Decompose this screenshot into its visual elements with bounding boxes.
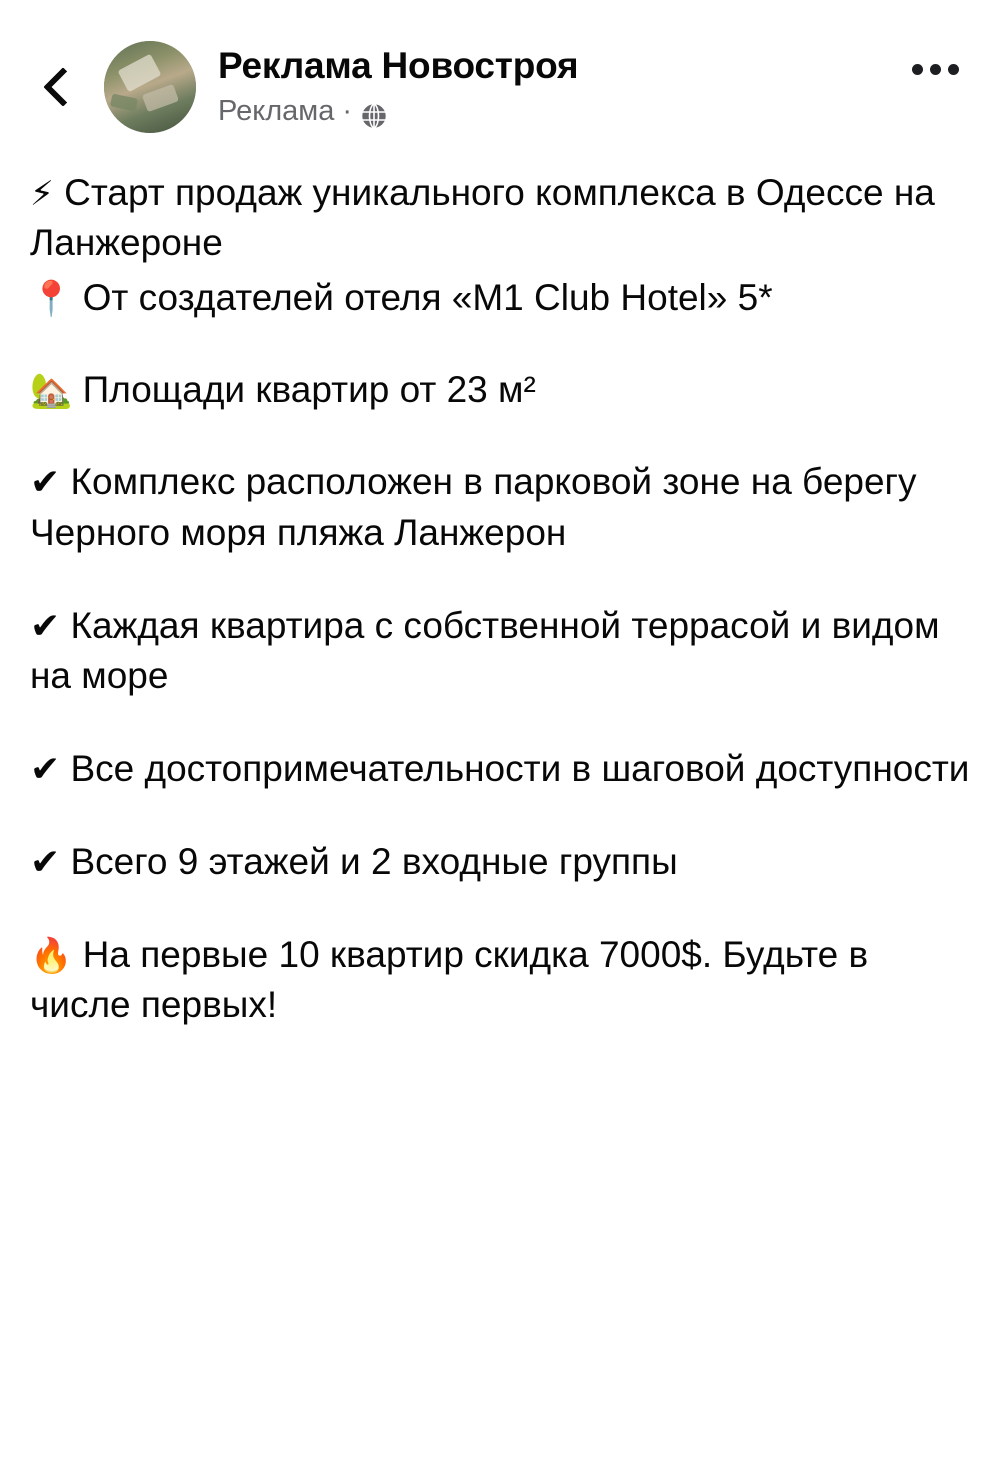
post-paragraph bbox=[30, 457, 970, 558]
checkmark-icon: ✔ bbox=[30, 841, 61, 883]
post-paragraph bbox=[30, 837, 970, 888]
ellipsis-dot-3 bbox=[948, 64, 959, 75]
post-paragraph bbox=[30, 930, 970, 1031]
post-meta bbox=[218, 96, 900, 128]
checkmark-icon: ✔ bbox=[30, 605, 61, 647]
post-body bbox=[0, 150, 1000, 1030]
post-paragraph bbox=[30, 168, 970, 269]
post-paragraph-text: Все достопримечательности в шаговой доступности bbox=[70, 747, 970, 789]
more-options-button[interactable] bbox=[900, 50, 970, 124]
back-button[interactable] bbox=[30, 58, 88, 116]
post-paragraph-text: Каждая квартира с собственной террасой и видом на море bbox=[30, 604, 940, 697]
page-title[interactable]: Реклама Новостроя bbox=[218, 44, 579, 86]
post-paragraph-text: Всего 9 этажей и 2 входные группы bbox=[70, 840, 678, 882]
lightning-icon: ⚡ bbox=[30, 174, 54, 214]
post-paragraph-text: На первые 10 квартир скидка 7000$. Будьте в числе первых! bbox=[30, 933, 869, 1025]
post-paragraph bbox=[30, 744, 970, 795]
post-paragraph bbox=[30, 365, 970, 415]
post-header bbox=[0, 0, 1000, 150]
post-paragraph-text: Старт продаж уникального комплекса в Одессе на Ланжероне bbox=[30, 172, 935, 264]
fire-icon: 🔥 bbox=[30, 935, 73, 976]
post-paragraph-text: Площади квартир от 23 м² bbox=[82, 368, 536, 410]
checkmark-icon: ✔ bbox=[30, 748, 61, 790]
ellipsis-dot-1 bbox=[912, 64, 923, 75]
globe-icon bbox=[360, 102, 388, 130]
house-icon: 🏡 bbox=[30, 370, 73, 411]
ellipsis-dot-2 bbox=[930, 64, 941, 75]
checkmark-icon: ✔ bbox=[30, 462, 61, 504]
post-paragraph-text: От создателей отеля «M1 Club Hotel» 5* bbox=[82, 276, 773, 318]
sponsored-label: Реклама bbox=[218, 95, 335, 128]
post-paragraph-text: Комплекс расположен в парковой зоне на берегу Черного моря пляжа Ланжерон bbox=[30, 461, 917, 554]
chevron-left-icon bbox=[43, 67, 83, 107]
avatar[interactable] bbox=[104, 41, 196, 133]
pin-icon: 📍 bbox=[30, 278, 73, 319]
header-titles bbox=[218, 46, 900, 129]
post-paragraph bbox=[30, 273, 970, 323]
meta-separator: · bbox=[342, 95, 352, 128]
post-paragraph bbox=[30, 601, 970, 702]
